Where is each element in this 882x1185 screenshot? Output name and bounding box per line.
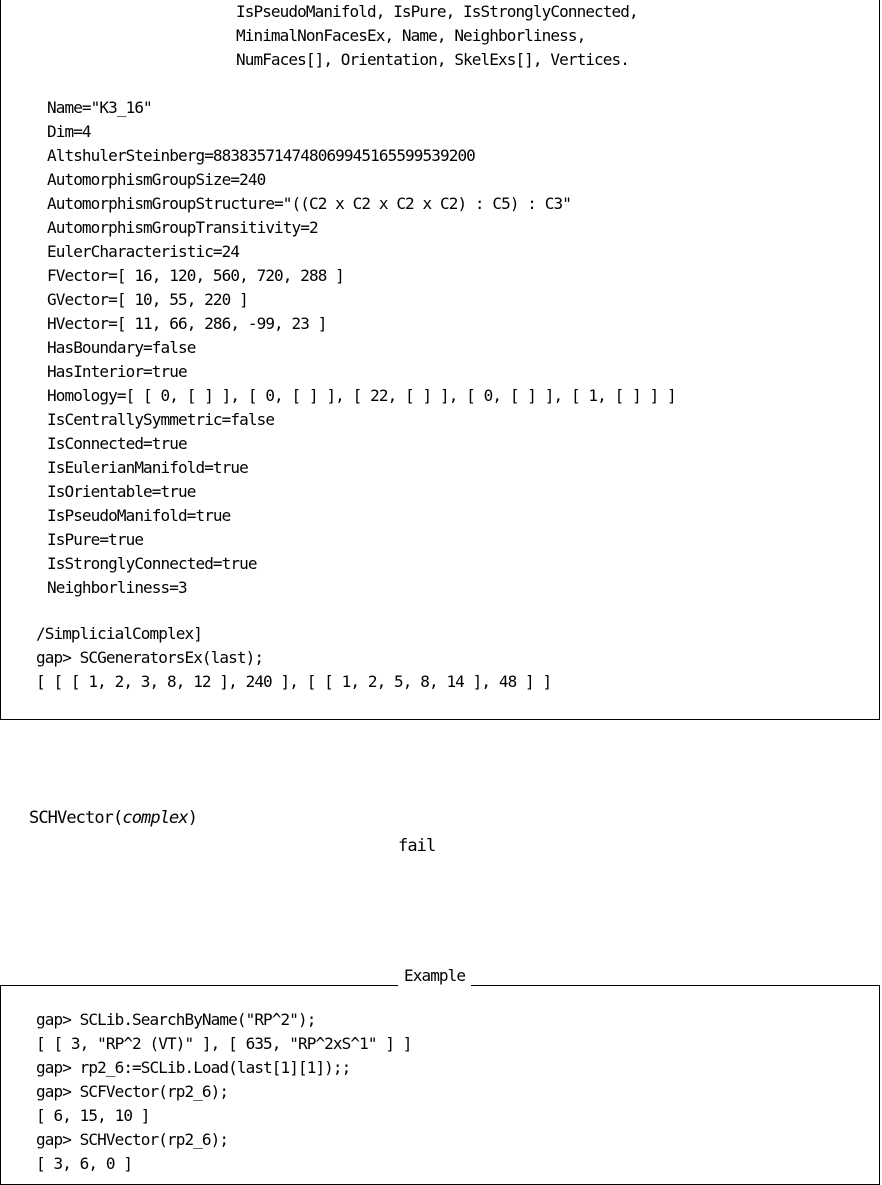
- attribute-line: Neighborliness=3: [47, 578, 187, 597]
- attribute-line: IsEulerianManifold=true: [47, 458, 248, 477]
- attribute-line: IsConnected=true: [47, 434, 187, 453]
- attribute-line: IsStronglyConnected=true: [47, 554, 257, 573]
- gap-output-line: [ [ [ 1, 2, 3, 8, 12 ], 240 ], [ [ 1, 2, 5, 8, 14 ], 48 ] ]: [36, 672, 552, 691]
- function-signature: [29, 808, 197, 828]
- attribute-line: Homology=[ [ 0, [ ] ], [ 0, [ ] ], [ 22, [ ] ], [ 0, [ ] ], [ 1, [ ] ] ]: [47, 386, 676, 405]
- attribute-line: Name="K3_16": [47, 98, 152, 117]
- example-label: Example: [398, 966, 471, 986]
- attribute-line: AutomorphismGroupSize=240: [47, 170, 266, 189]
- attribute-line: IsCentrallySymmetric=false: [47, 410, 275, 429]
- function-name: SCHVector(: [29, 808, 123, 828]
- attribute-line: EulerCharacteristic=24: [47, 242, 240, 261]
- function-close-paren: ): [187, 808, 198, 828]
- gap-prompt-line: gap> rp2_6:=SCLib.Load(last[1][1]);;: [36, 1058, 351, 1077]
- attribute-line: IsPure=true: [47, 530, 144, 549]
- attribute-line: FVector=[ 16, 120, 560, 720, 288 ]: [47, 266, 344, 285]
- code-line: MinimalNonFacesEx, Name, Neighborliness,: [236, 26, 586, 45]
- gap-prompt-line: gap> SCHVector(rp2_6);: [36, 1130, 229, 1149]
- gap-output-line: [ 6, 15, 10 ]: [36, 1106, 150, 1125]
- attribute-line: HasBoundary=false: [47, 338, 196, 357]
- attribute-line: AutomorphismGroupStructure="((C2 x C2 x C2 x C2) : C5) : C3": [47, 194, 571, 213]
- attribute-line: Dim=4: [47, 122, 91, 141]
- gap-output-line: [ [ 3, "RP^2 (VT)" ], [ 635, "RP^2xS^1" ] ]: [36, 1034, 412, 1053]
- attribute-line: HVector=[ 11, 66, 286, -99, 23 ]: [47, 314, 327, 333]
- code-line: /SimplicialComplex]: [36, 624, 202, 643]
- gap-prompt-line: gap> SCGeneratorsEx(last);: [36, 648, 264, 667]
- attribute-line: GVector=[ 10, 55, 220 ]: [47, 290, 248, 309]
- attribute-line: IsPseudoManifold=true: [47, 506, 231, 525]
- function-argument: complex: [122, 808, 188, 828]
- attribute-line: AltshulerSteinberg=883835714748069945165599539200: [47, 146, 475, 165]
- gap-prompt-line: gap> SCFVector(rp2_6);: [36, 1082, 229, 1101]
- attribute-line: IsOrientable=true: [47, 482, 196, 501]
- code-line: IsPseudoManifold, IsPure, IsStronglyConnected,: [236, 2, 638, 21]
- function-return-value: fail: [398, 836, 436, 856]
- gap-output-line: [ 3, 6, 0 ]: [36, 1154, 133, 1173]
- code-line: NumFaces[], Orientation, SkelExs[], Vertices.: [236, 50, 629, 69]
- attribute-line: HasInterior=true: [47, 362, 187, 381]
- attribute-line: AutomorphismGroupTransitivity=2: [47, 218, 318, 237]
- gap-prompt-line: gap> SCLib.SearchByName("RP^2");: [36, 1010, 316, 1029]
